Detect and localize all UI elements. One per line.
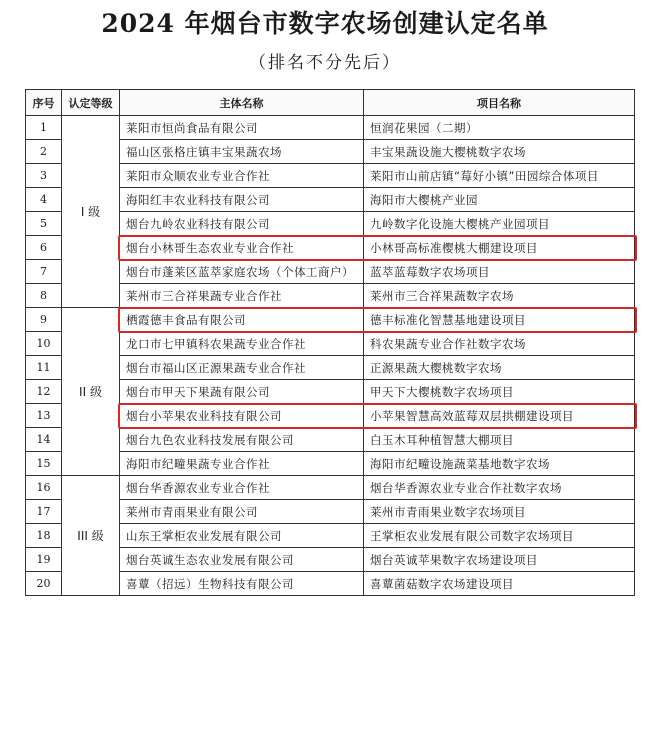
- project-name: 烟台英诚苹果数字农场建设项目: [364, 548, 635, 572]
- entity-name: 烟台九色农业科技发展有限公司: [120, 428, 364, 452]
- row-number: 2: [26, 140, 62, 164]
- row-number: 8: [26, 284, 62, 308]
- project-name: 白玉木耳种植智慧大棚项目: [364, 428, 635, 452]
- row-number: 13: [26, 404, 62, 428]
- table-body: [26, 116, 635, 596]
- row-number: 14: [26, 428, 62, 452]
- project-name: 小苹果智慧高效蓝莓双层拱棚建设项目: [364, 404, 635, 428]
- entity-name: 莱阳市恒尚食品有限公司: [120, 116, 364, 140]
- entity-name: 烟台市甲天下果蔬有限公司: [120, 380, 364, 404]
- table-row: [26, 308, 635, 332]
- column-header-project: 项目名称: [364, 90, 635, 116]
- project-name: 恒润花果园（二期）: [364, 116, 635, 140]
- row-number: 9: [26, 308, 62, 332]
- project-name: 喜蕈菌菇数字农场建设项目: [364, 572, 635, 596]
- table-row: [26, 476, 635, 500]
- entity-name: 烟台华香源农业专业合作社: [120, 476, 364, 500]
- page-title: 2024 年烟台市数字农场创建认定名单: [101, 9, 549, 38]
- project-name: 海阳市纪疃设施蔬菜基地数字农场: [364, 452, 635, 476]
- project-name: 甲天下大樱桃数字农场项目: [364, 380, 635, 404]
- project-name: 正源果蔬大樱桃数字农场: [364, 356, 635, 380]
- project-name: 海阳市大樱桃产业园: [364, 188, 635, 212]
- entity-name: 烟台市蓬莱区蓝萃家庭农场（个体工商户）: [120, 260, 364, 284]
- row-number: 15: [26, 452, 62, 476]
- row-number: 10: [26, 332, 62, 356]
- entity-name: 莱州市青雨果业有限公司: [120, 500, 364, 524]
- entity-name: 烟台小苹果农业科技有限公司: [120, 404, 364, 428]
- column-header-number: 序号: [26, 90, 62, 116]
- entity-name: 烟台市福山区正源果蔬专业合作社: [120, 356, 364, 380]
- project-name: 莱州市三合祥果蔬数字农场: [364, 284, 635, 308]
- project-name: 德丰标准化智慧基地建设项目: [364, 308, 635, 332]
- entity-name: 烟台小林哥生态农业专业合作社: [120, 236, 364, 260]
- entity-name: 福山区张格庄镇丰宝果蔬农场: [120, 140, 364, 164]
- row-number: 18: [26, 524, 62, 548]
- project-name: 烟台华香源农业专业合作社数字农场: [364, 476, 635, 500]
- table-header-row: [26, 90, 635, 116]
- project-name: 小林哥高标准樱桃大棚建设项目: [364, 236, 635, 260]
- project-name: 王掌柜农业发展有限公司数字农场项目: [364, 524, 635, 548]
- project-name: 莱阳市山前店镇“莓好小镇”田园综合体项目: [364, 164, 635, 188]
- entity-name: 烟台九岭农业科技有限公司: [120, 212, 364, 236]
- entity-name: 海阳市纪疃果蔬专业合作社: [120, 452, 364, 476]
- row-number: 12: [26, 380, 62, 404]
- entity-name: 龙口市七甲镇科农果蔬专业合作社: [120, 332, 364, 356]
- row-number: 1: [26, 116, 62, 140]
- farm-list-table: [25, 89, 635, 596]
- entity-name: 山东王掌柜农业发展有限公司: [120, 524, 364, 548]
- project-name: 九岭数字化设施大樱桃产业园项目: [364, 212, 635, 236]
- column-header-entity: 主体名称: [120, 90, 364, 116]
- page-subtitle: （排名不分先后）: [249, 53, 401, 73]
- entity-name: 栖霞德丰食品有限公司: [120, 308, 364, 332]
- grade-cell: II 级: [62, 308, 120, 476]
- project-name: 丰宝果蔬设施大樱桃数字农场: [364, 140, 635, 164]
- row-number: 3: [26, 164, 62, 188]
- row-number: 20: [26, 572, 62, 596]
- entity-name: 烟台英诚生态农业发展有限公司: [120, 548, 364, 572]
- project-name: 蓝萃蓝莓数字农场项目: [364, 260, 635, 284]
- entity-name: 莱阳市众顺农业专业合作社: [120, 164, 364, 188]
- row-number: 16: [26, 476, 62, 500]
- grade-cell: III 级: [62, 476, 120, 596]
- row-number: 6: [26, 236, 62, 260]
- project-name: 莱州市青雨果业数字农场项目: [364, 500, 635, 524]
- column-header-grade: 认定等级: [62, 90, 120, 116]
- row-number: 11: [26, 356, 62, 380]
- entity-name: 喜蕈（招远）生物科技有限公司: [120, 572, 364, 596]
- row-number: 19: [26, 548, 62, 572]
- row-number: 7: [26, 260, 62, 284]
- grade-cell: I 级: [62, 116, 120, 308]
- row-number: 5: [26, 212, 62, 236]
- entity-name: 莱州市三合祥果蔬专业合作社: [120, 284, 364, 308]
- row-number: 17: [26, 500, 62, 524]
- table-row: [26, 116, 635, 140]
- row-number: 4: [26, 188, 62, 212]
- entity-name: 海阳红丰农业科技有限公司: [120, 188, 364, 212]
- project-name: 科农果蔬专业合作社数字农场: [364, 332, 635, 356]
